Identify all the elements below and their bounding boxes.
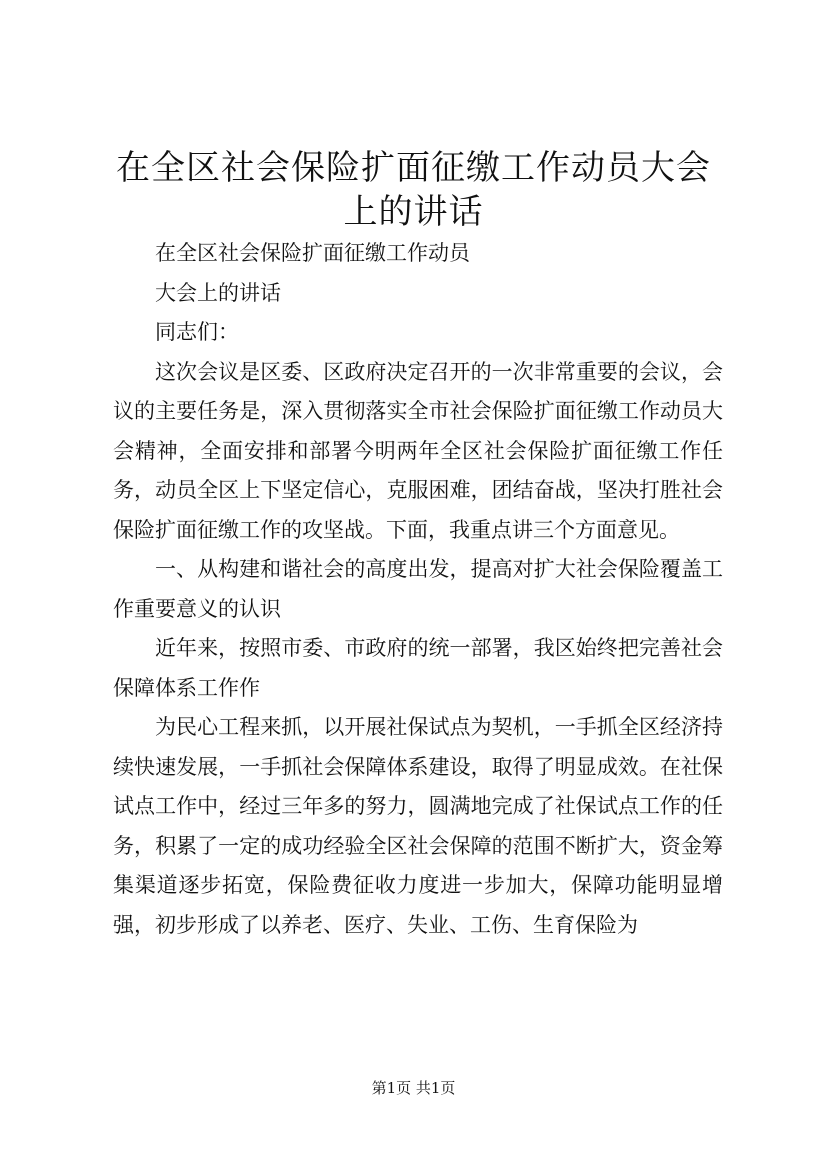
paragraph-intro: 这次会议是区委、区政府决定召开的一次非常重要的会议，会议的主要任务是，深入贯彻落实全市社会保险扩面征缴工作动员大会精神，全面安排和部署今明两年全区社会保险扩面征缴工作任务，动员全区上下坚定信心，克服困难，团结奋战，坚决打胜社会保险扩面征缴工作的攻坚战。下面，我重点讲三个方面意见。 (113, 359, 723, 542)
page-number-footer: 第1页 共1页 (371, 1079, 456, 1097)
section-heading-1: 一、从构建和谐社会的高度出发，提高对扩大社会保险覆盖工作重要意义的认识 (113, 557, 723, 621)
paragraph-achievements: 为民心工程来抓，以开展社保试点为契机，一手抓全区经济持续快速发展，一手抓社会保障体系建设，取得了明显成效。在社保试点工作中，经过三年多的努力，圆满地完成了社保试点工作的任务，积累了一定的成功经验全区社会保障的范围不断扩大，资金筹集渠道逐步拓宽，保险费征收力度进一步加大，保障功能明显增强，初步形成了以养老、医疗、失业、工伤、生育保险为 (113, 715, 723, 937)
salutation: 同志们： (155, 320, 239, 344)
document-body (113, 234, 723, 945)
subtitle-line-2: 大会上的讲话 (155, 280, 281, 305)
subtitle-line-1: 在全区社会保险扩面征缴工作动员 (155, 241, 470, 265)
document-title: 在全区社会保险扩面征缴工作动员大会上的讲话 (116, 148, 711, 232)
paragraph-recent-years: 近年来，按照市委、市政府的统一部署，我区始终把完善社会保障体系工作作 (113, 636, 723, 700)
